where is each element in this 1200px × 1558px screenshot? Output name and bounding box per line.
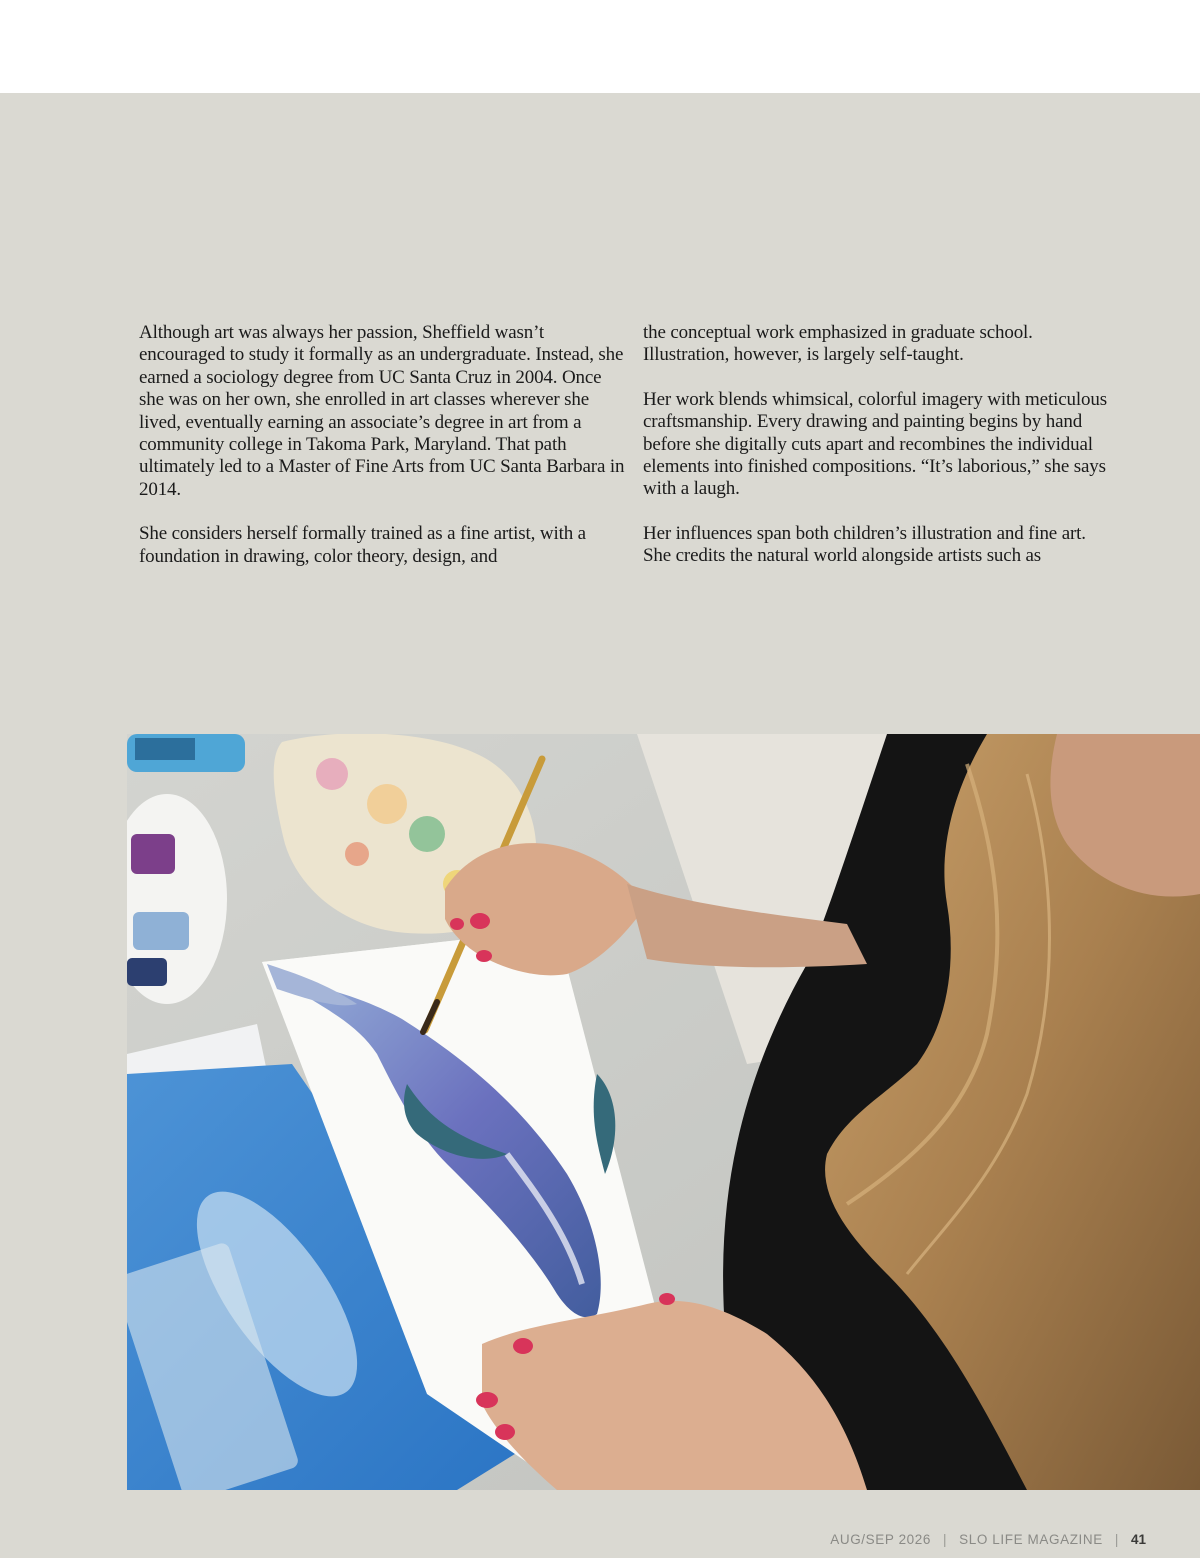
footer-separator: | — [1114, 1532, 1119, 1547]
artist-painting-whale-photo — [127, 734, 1200, 1490]
footer-issue: AUG/SEP 2026 — [830, 1532, 932, 1547]
page-footer — [830, 1532, 1146, 1547]
article-left-column — [139, 322, 629, 590]
article-paragraph: Although art was always her passion, Sheffield wasn’t encouraged to study it formally as an undergraduate. Instead, she earned a sociology degree from UC Santa Cruz in 2004. Once she was on her own, she enrolled in art classes wherever she lived, eventually earning an associate’s degree in art from a community college in Takoma Park, Maryland. That path ultimately led to a Master of Fine Arts from UC Santa Barbara in 2014. — [139, 322, 625, 500]
article-paragraph: Her influences span both children’s illustration and fine art. She credits the natural world alongside artists such as — [643, 522, 1086, 567]
page-number: 41 — [1130, 1532, 1146, 1547]
article-paragraph: the conceptual work emphasized in graduate school. Illustration, however, is largely self-taught. — [643, 322, 1033, 366]
article-paragraph: Her work blends whimsical, colorful imagery with meticulous craftsmanship. Every drawing and painting begins by hand before she digitally cuts apart and recombines the individual elements into finished compositions. “It’s laborious,” she says with a laugh. — [643, 388, 1107, 500]
footer-magazine: SLO LIFE MAGAZINE — [959, 1532, 1103, 1547]
article-paragraph: She considers herself formally trained as a fine artist, with a foundation in drawing, color theory, design, and — [139, 523, 586, 567]
article-right-column — [643, 322, 1113, 590]
footer-separator: | — [943, 1532, 948, 1547]
